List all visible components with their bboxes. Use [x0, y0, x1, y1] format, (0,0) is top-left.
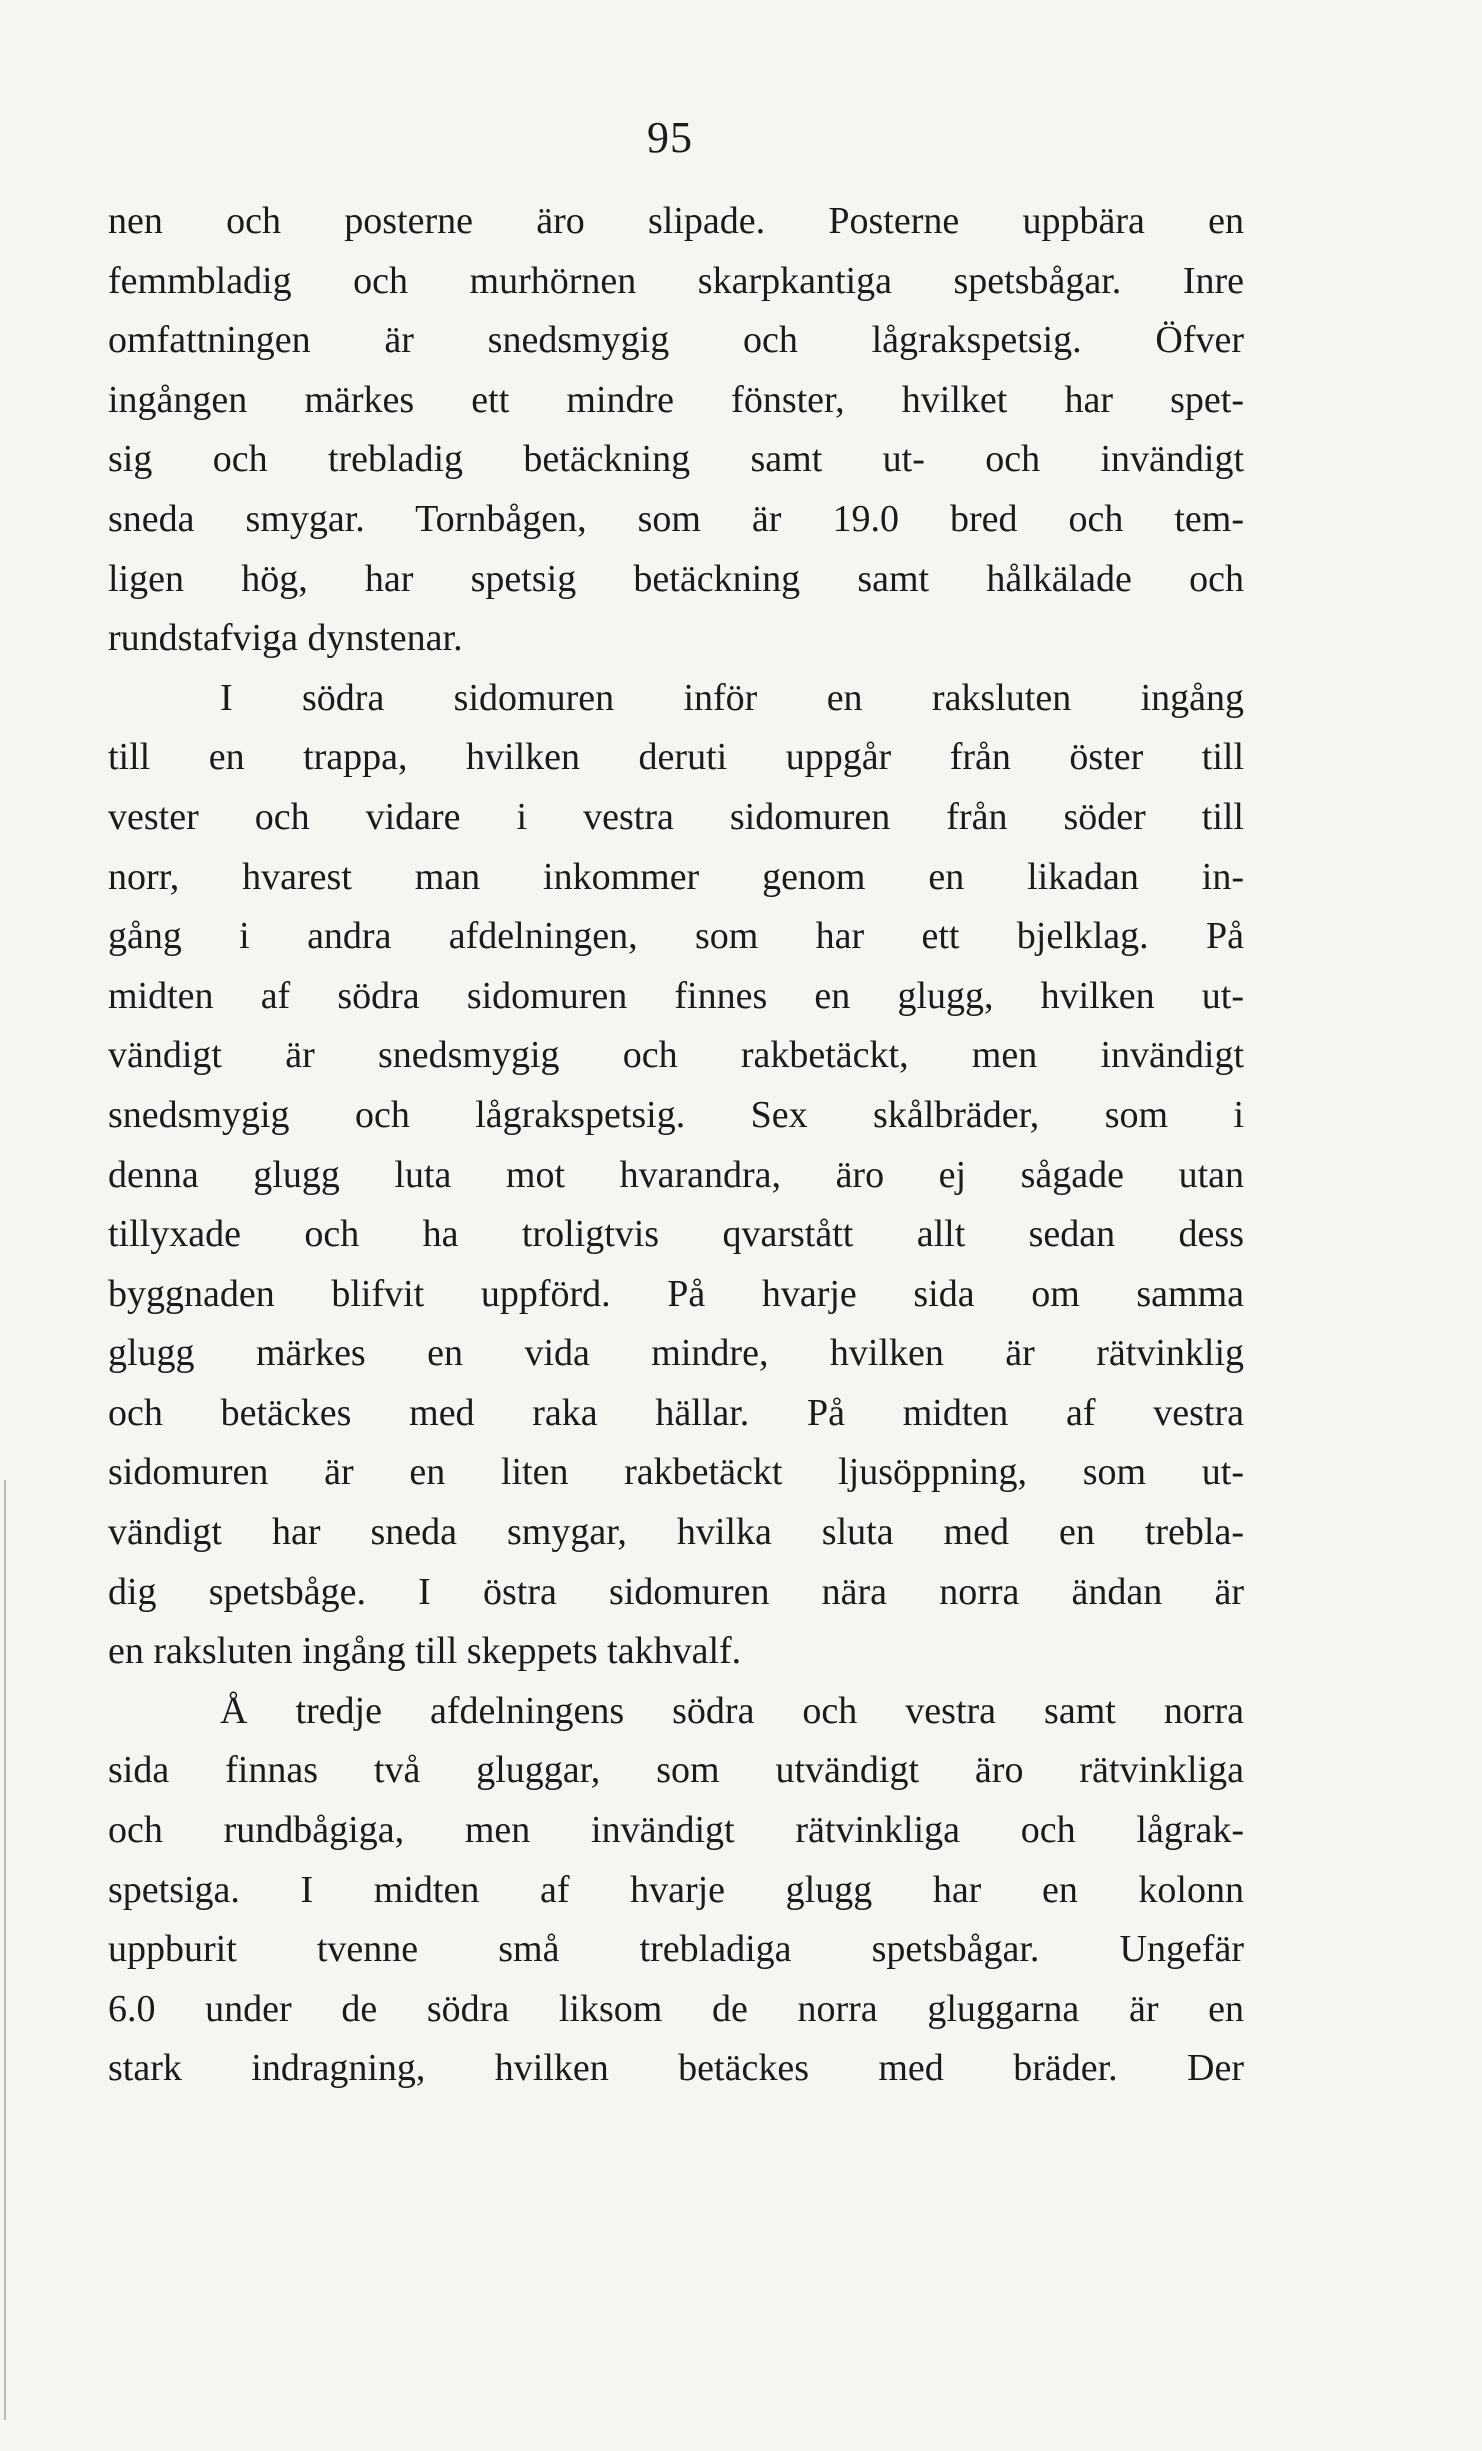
text-line: 6.0 under de södra liksom de norra gluggarna är en: [108, 1987, 1244, 2030]
text-line: spetsiga. I midten af hvarje glugg har en kolonn: [108, 1868, 1244, 1911]
page-edge-shadow: [4, 1480, 6, 2420]
text-line: byggnaden blifvit uppförd. På hvarje sida om samma: [108, 1272, 1244, 1315]
text-line: sidomuren är en liten rakbetäckt ljusöppning, som ut-: [108, 1451, 1244, 1494]
text-line: glugg märkes en vida mindre, hvilken är rätvinklig: [108, 1332, 1244, 1375]
text-line: sig och trebladig betäckning samt ut- och invändigt: [108, 438, 1244, 481]
text-line: norr, hvarest man inkommer genom en likadan in-: [108, 855, 1244, 898]
text-line: sida finnas två gluggar, som utvändigt äro rätvinkliga: [108, 1749, 1244, 1792]
text-line: stark indragning, hvilken betäckes med bräder. Der: [108, 2047, 1244, 2090]
text-line: uppburit tvenne små trebladiga spetsbågar. Ungefär: [108, 1928, 1244, 1971]
text-line: till en trappa, hvilken deruti uppgår från öster till: [108, 736, 1244, 779]
text-line: och rundbågiga, men invändigt rätvinkliga och lågrak-: [108, 1809, 1244, 1852]
text-line: dig spetsbåge. I östra sidomuren nära norra ändan är: [108, 1570, 1244, 1613]
text-line: femmbladig och murhörnen skarpkantiga spetsbågar. Inre: [108, 259, 1244, 302]
text-line: snedsmygig och lågrakspetsig. Sex skålbräder, som i: [108, 1093, 1244, 1136]
text-line: tillyxade och ha troligtvis qvarstått allt sedan dess: [108, 1213, 1244, 1256]
text-line: sneda smygar. Tornbågen, som är 19.0 bred och tem-: [108, 497, 1244, 540]
text-line: Å tredje afdelningens södra och vestra samt norra: [220, 1689, 1244, 1732]
text-line: en raksluten ingång till skeppets takhvalf.: [108, 1630, 742, 1673]
text-line: ingången märkes ett mindre fönster, hvilket har spet-: [108, 378, 1244, 421]
text-line: vändigt är snedsmygig och rakbetäckt, men invändigt: [108, 1034, 1244, 1077]
text-line: denna glugg luta mot hvarandra, äro ej sågade utan: [108, 1153, 1244, 1196]
text-line: gång i andra afdelningen, som har ett bjelklag. På: [108, 915, 1244, 958]
page-number: 95: [647, 113, 693, 162]
text-line: rundstafviga dynstenar.: [108, 617, 463, 660]
text-line: omfattningen är snedsmygig och lågrakspetsig. Öfver: [108, 319, 1244, 362]
text-line: nen och posterne äro slipade. Posterne uppbära en: [108, 200, 1244, 242]
text-line: ligen hög, har spetsig betäckning samt hålkälade och: [108, 557, 1244, 600]
text-line: midten af södra sidomuren finnes en glugg, hvilken ut-: [108, 974, 1244, 1017]
body-text: [108, 192, 1244, 2099]
text-line: och betäckes med raka hällar. På midten af vestra: [108, 1391, 1244, 1434]
text-line: vester och vidare i vestra sidomuren från söder till: [108, 795, 1244, 838]
text-line: vändigt har sneda smygar, hvilka sluta med en trebla-: [108, 1511, 1244, 1554]
text-line: I södra sidomuren inför en raksluten ingång: [220, 676, 1244, 719]
